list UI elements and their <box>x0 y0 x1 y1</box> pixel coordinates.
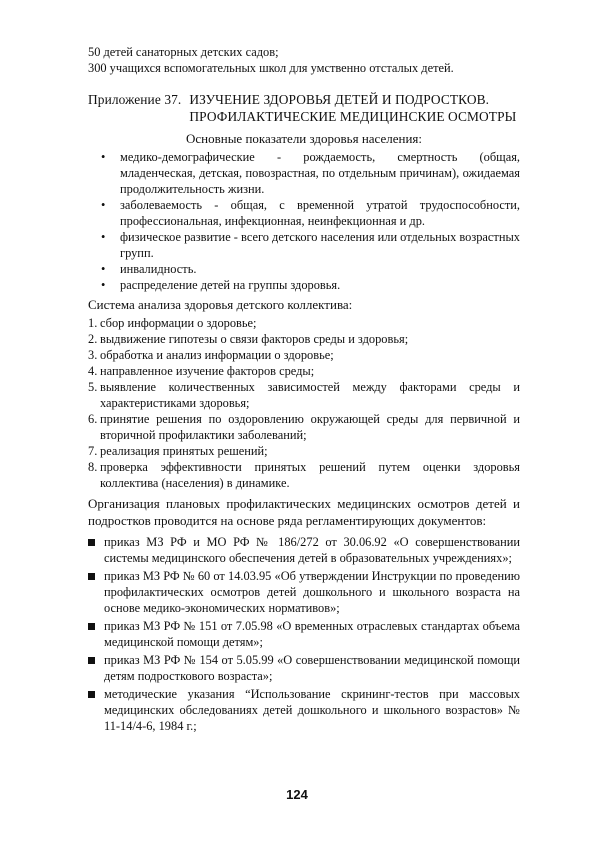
list-item-text: медико-демографические - рождаемость, смертность (общая, младенческая, детская, повозрастная, по отдельным причинам), ожидаемая продолжительность жизни. <box>120 150 520 196</box>
bullet-icon: • <box>101 150 106 164</box>
bullet-icon: • <box>101 262 106 276</box>
list-item <box>88 686 520 734</box>
page-number: 124 <box>286 787 308 802</box>
list-item <box>88 315 520 331</box>
list-item <box>88 347 520 363</box>
list-item <box>88 459 520 491</box>
text-line: 300 учащихся вспомогательных школ для умственно отсталых детей. <box>88 61 454 75</box>
step-text: направленное изучение факторов среды; <box>100 364 315 378</box>
list-item <box>88 534 520 566</box>
square-bullet-icon <box>88 657 95 664</box>
list-item <box>88 568 520 616</box>
document-text: методические указания “Использование скрининг-тестов при массовых медицинских обследованиях детей дошкольного и школьного возрастов» № 11-14/4-6, 1984 г.; <box>104 687 520 733</box>
list-item <box>88 618 520 650</box>
square-bullet-icon <box>88 539 95 546</box>
list-item-text: заболеваемость - общая, с временной утратой трудоспособности, профессиональная, инфекционная, неинфекционная и др. <box>120 198 520 228</box>
step-number: 3. <box>88 348 98 362</box>
appendix-title <box>189 92 520 125</box>
appendix-number: Приложение 37. <box>88 92 182 107</box>
step-number: 7. <box>88 444 98 458</box>
step-text: обработка и анализ информации о здоровье; <box>100 348 334 362</box>
indicators-list <box>88 149 520 293</box>
step-text: выявление количественных зависимостей между факторами среды и характеристиками здоровья; <box>100 380 520 410</box>
document-text: приказ МЗ РФ № 154 от 5.05.99 «О совершенствовании медицинской помощи детям подросткового возраста»; <box>104 653 520 683</box>
step-number: 8. <box>88 460 98 474</box>
document-text: приказ МЗ РФ № 151 от 7.05.98 «О временных отраслевых стандартах объема медицинской помощи детям»; <box>104 619 520 649</box>
list-item <box>88 363 520 379</box>
bullet-icon: • <box>101 230 106 244</box>
list-item <box>88 277 520 293</box>
step-text: выдвижение гипотезы о связи факторов среды и здоровья; <box>100 332 409 346</box>
step-number: 2. <box>88 332 98 346</box>
list-item <box>88 261 520 277</box>
appendix-title-line: ИЗУЧЕНИЕ ЗДОРОВЬЯ ДЕТЕЙ И ПОДРОСТКОВ. <box>189 92 490 107</box>
square-bullet-icon <box>88 573 95 580</box>
list-item-text: физическое развитие - всего детского населения или отдельных возрастных групп. <box>120 230 520 260</box>
text-line: 50 детей санаторных детских садов; <box>88 45 279 59</box>
appendix-title-line: ПРОФИЛАКТИЧЕСКИЕ МЕДИЦИНСКИЕ ОСМОТРЫ <box>189 108 517 124</box>
step-text: сбор информации о здоровье; <box>100 316 257 330</box>
square-bullet-icon <box>88 691 95 698</box>
step-number: 6. <box>88 412 98 426</box>
list-item <box>88 149 520 197</box>
list-item <box>88 652 520 684</box>
documents-list <box>88 534 520 734</box>
list-item <box>88 379 520 411</box>
step-text: реализация принятых решений; <box>100 444 268 458</box>
list-item-text: инвалидность. <box>120 262 197 276</box>
square-bullet-icon <box>88 623 95 630</box>
step-number: 4. <box>88 364 98 378</box>
step-text: проверка эффективности принятых решений путем оценки здоровья коллектива (населения) в динамике. <box>100 460 520 490</box>
indicators-heading: Основные показатели здоровья населения: <box>185 131 423 146</box>
step-number: 1. <box>88 316 98 330</box>
organization-paragraph: Организация плановых профилактических медицинских осмотров детей и подростков проводится на основе ряда регламентирующих документов: <box>88 496 520 528</box>
bullet-icon: • <box>101 198 106 212</box>
list-item <box>88 443 520 459</box>
list-item <box>88 411 520 443</box>
list-item-text: распределение детей на группы здоровья. <box>120 278 341 292</box>
system-heading: Система анализа здоровья детского коллектива: <box>88 297 353 312</box>
analysis-steps-list <box>88 315 520 491</box>
list-item <box>88 229 520 261</box>
bullet-icon: • <box>101 278 106 292</box>
list-item <box>88 197 520 229</box>
document-text: приказ МЗ РФ и МО РФ № 186/272 от 30.06.92 «О совершенствовании системы медицинского обеспечения детей в образовательных учреждениях»; <box>104 535 520 565</box>
step-number: 5. <box>88 380 98 394</box>
document-page <box>88 44 520 736</box>
step-text: принятие решения по оздоровлению окружающей среды для первичной и вторичной профилактики заболеваний; <box>100 412 520 442</box>
list-item <box>88 331 520 347</box>
appendix-heading <box>88 92 520 125</box>
document-text: приказ МЗ РФ № 60 от 14.03.95 «Об утверждении Инструкции по проведению профилактических осмотров детей дошкольного и школьного возраста на основе медико-экономических нормативов»; <box>104 569 520 615</box>
